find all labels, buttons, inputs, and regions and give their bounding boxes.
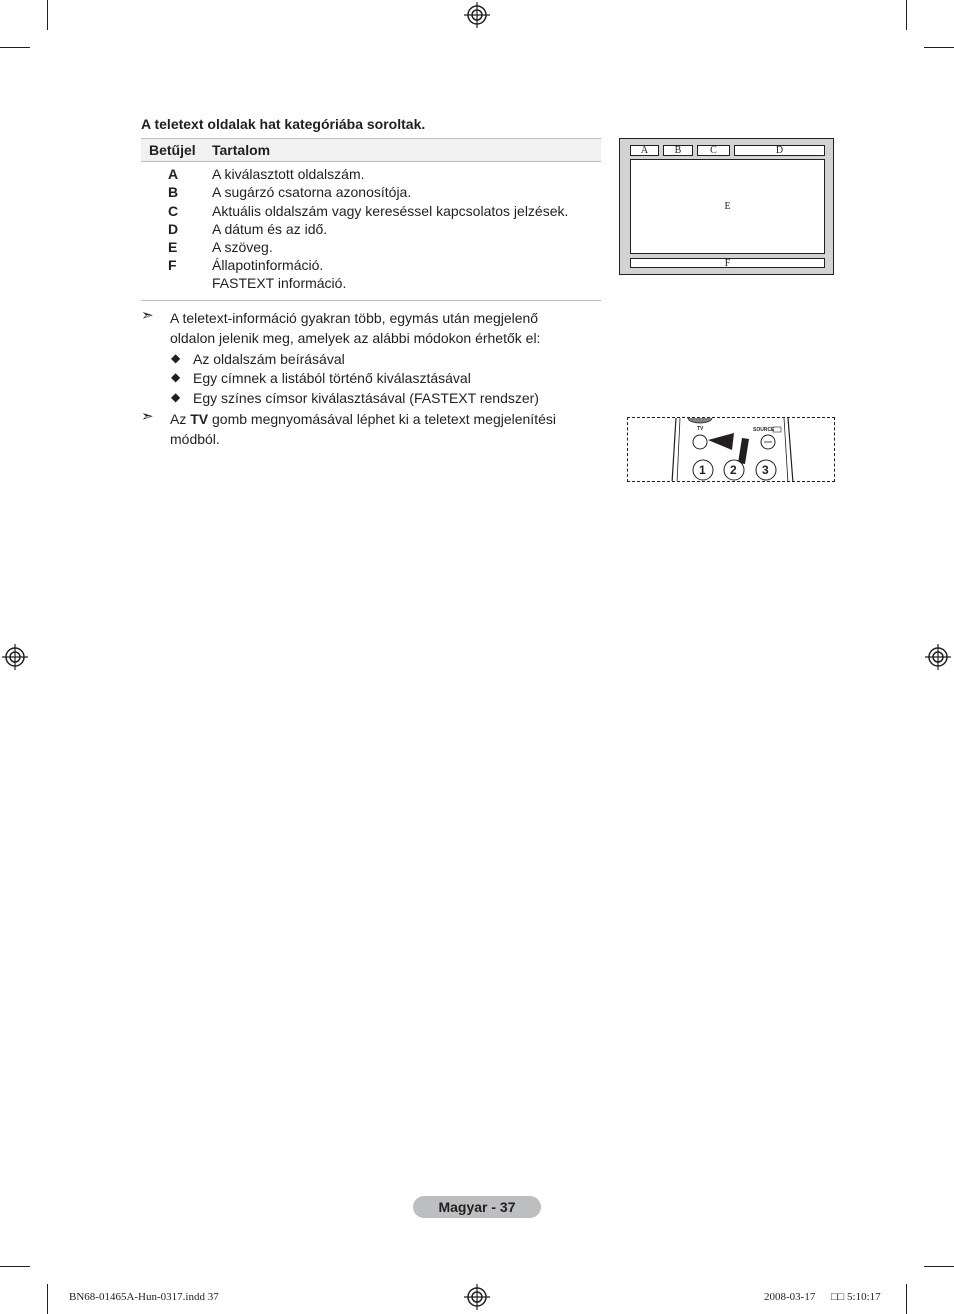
- table-header: [141, 138, 601, 162]
- remote-source-label: SOURCE: [753, 427, 775, 433]
- bullet-item: Egy színes címsor kiválasztásával (FASTEXT rendszer): [193, 390, 539, 406]
- bullet-diamond-icon: ◆: [171, 351, 181, 365]
- bullet-diamond-icon: ◆: [171, 390, 181, 404]
- remote-tv-label: TV: [697, 426, 704, 432]
- note-arrow-icon: ➣: [141, 307, 154, 324]
- remote-button-3: 3: [762, 463, 769, 477]
- note-text: módból.: [170, 431, 220, 447]
- remote-button-1: 1: [699, 463, 706, 477]
- note-text: A teletext-információ gyakran több, egymás után megjelenő: [170, 310, 539, 326]
- crop-mark-top-left-v: [47, 0, 48, 30]
- row-letter: E: [168, 239, 178, 255]
- crop-mark-bottom-right-v: [906, 1284, 907, 1314]
- teletext-area-b: [663, 145, 693, 156]
- teletext-area-c: [697, 145, 730, 156]
- label-f: F: [724, 258, 731, 269]
- footer-file-name: BN68-01465A-Hun-0317.indd 37: [69, 1291, 219, 1303]
- bullet-item: Az oldalszám beírásával: [193, 351, 345, 367]
- registration-mark-right-icon: [925, 644, 951, 670]
- row-description: A sugárzó csatorna azonosítója.: [212, 184, 412, 200]
- label-a: A: [640, 145, 649, 156]
- remote-control-illustration: [627, 417, 835, 482]
- note-bold-key: TV: [190, 411, 209, 427]
- remote-button-2: 2: [730, 463, 737, 477]
- column-header-content: Tartalom: [212, 142, 271, 158]
- crop-mark-bottom-right-h: [924, 1266, 954, 1267]
- registration-mark-left-icon: [2, 644, 28, 670]
- label-d: D: [775, 145, 784, 156]
- note-text: oldalon jelenik meg, amelyek az alábbi módokon érhetők el:: [170, 330, 541, 346]
- row-description: A dátum és az idő.: [212, 221, 328, 237]
- row-description: Aktuális oldalszám vagy kereséssel kapcsolatos jelzések.: [212, 203, 569, 219]
- registration-mark-bottom-icon: [464, 1284, 490, 1310]
- row-letter: D: [168, 221, 179, 237]
- teletext-diagram: [619, 138, 834, 275]
- note-text: [170, 409, 556, 429]
- teletext-area-a: [630, 145, 659, 156]
- crop-mark-top-right-v: [906, 0, 907, 30]
- footer-date: 2008-03-17: [764, 1291, 816, 1303]
- bullet-diamond-icon: ◆: [171, 370, 181, 384]
- label-e: E: [724, 201, 731, 212]
- row-description: A szöveg.: [212, 239, 273, 255]
- crop-mark-top-right-h: [924, 47, 954, 48]
- footer-time: □□ 5:10:17: [831, 1291, 881, 1303]
- section-heading: A teletext oldalak hat kategóriába soroltak.: [141, 116, 426, 132]
- bullet-item: Egy címnek a listából történő kiválasztásával: [193, 370, 471, 386]
- crop-mark-bottom-left-v: [47, 1284, 48, 1314]
- teletext-area-e: [630, 159, 825, 254]
- row-description: A kiválasztott oldalszám.: [212, 166, 365, 182]
- row-letter: B: [168, 184, 179, 200]
- column-header-letter: Betűjel: [149, 142, 196, 158]
- label-b: B: [674, 145, 682, 156]
- crop-mark-bottom-left-h: [0, 1266, 30, 1267]
- label-c: C: [710, 145, 717, 156]
- row-description-extra: FASTEXT információ.: [212, 275, 347, 291]
- note-arrow-icon: ➣: [141, 408, 154, 425]
- row-description: Állapotinformáció.: [212, 257, 324, 273]
- note-prefix: Az: [170, 411, 191, 427]
- row-letter: F: [168, 257, 177, 273]
- teletext-area-d: [734, 145, 825, 156]
- registration-mark-top-icon: [464, 2, 490, 28]
- crop-mark-top-left-h: [0, 47, 30, 48]
- note-rest: gomb megnyomásával léphet ki a teletext megjelenítési: [208, 411, 556, 427]
- teletext-area-f: [630, 258, 825, 268]
- row-letter: C: [168, 203, 179, 219]
- page-number-badge: Magyar - 37: [413, 1196, 541, 1218]
- table-bottom-rule: [141, 300, 601, 301]
- row-letter: A: [168, 166, 179, 182]
